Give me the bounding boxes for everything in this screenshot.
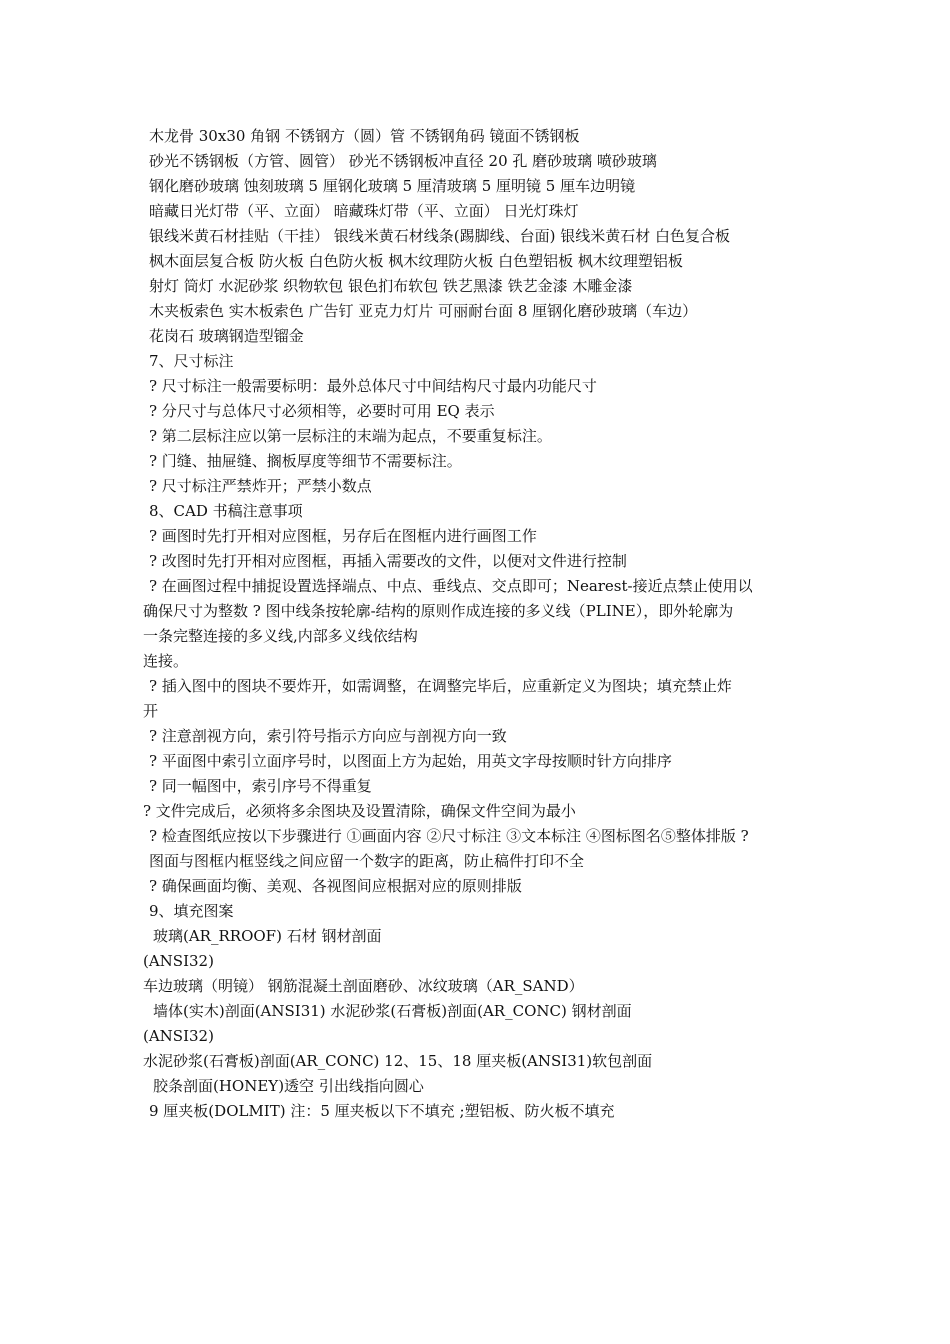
text-line: ? 检查图纸应按以下步骤进行 ①画面内容 ②尺寸标注 ③文本标注 ④图标图名⑤整体排版 ? — [149, 827, 749, 845]
text-line: ? 分尺寸与总体尺寸必须相等，必要时可用 EQ 表示 — [149, 402, 495, 420]
text-line: 确保尺寸为整数 ? 图中线条按轮廓-结构的原则作成连接的多义线（PLINE），即外轮廓为 — [143, 602, 734, 620]
text-line: 银线米黄石材挂贴（干挂） 银线米黄石材线条(踢脚线、台面) 银线米黄石材 白色复合板 — [149, 227, 731, 245]
text-line: ? 画图时先打开相对应图框，另存后在图框内进行画图工作 — [149, 527, 537, 545]
text-line: 胶条剖面(HONEY)透空 引出线指向圆心 — [153, 1077, 424, 1095]
text-line: ? 文件完成后，必须将多余图块及设置清除，确保文件空间为最小 — [143, 802, 576, 820]
text-line: 开 — [143, 702, 159, 720]
text-line: ? 第二层标注应以第一层标注的末端为起点，不要重复标注。 — [149, 427, 552, 445]
text-line: 钢化磨砂玻璃 蚀刻玻璃 5 厘钢化玻璃 5 厘清玻璃 5 厘明镜 5 厘车边明镜 — [149, 177, 636, 195]
text-line: 木龙骨 30x30 角钢 不锈钢方（圆）管 不锈钢角码 镜面不锈钢板 — [149, 127, 580, 145]
text-line: (ANSI32) — [143, 952, 214, 970]
text-line: ? 改图时先打开相对应图框，再插入需要改的文件，以便对文件进行控制 — [149, 552, 627, 570]
text-line: ? 平面图中索引立面序号时，以图面上方为起始，用英文字母按顺时针方向排序 — [149, 752, 672, 770]
text-line: ? 尺寸标注严禁炸开；严禁小数点 — [149, 477, 372, 495]
text-line: 玻璃(AR_RROOF) 石材 钢材剖面 — [153, 927, 382, 945]
text-line: ? 插入图中的图块不要炸开，如需调整，在调整完毕后，应重新定义为图块；填充禁止炸 — [149, 677, 732, 695]
text-line: ? 确保画面均衡、美观、各视图间应根据对应的原则排版 — [149, 877, 522, 895]
text-line: ? 门缝、抽屉缝、搁板厚度等细节不需要标注。 — [149, 452, 462, 470]
text-line: 8、CAD 书稿注意事项 — [149, 502, 303, 520]
text-line: (ANSI32) — [143, 1027, 214, 1045]
text-line: 射灯 筒灯 水泥砂浆 织物软包 银色扪布软包 铁艺黑漆 铁艺金漆 木雕金漆 — [149, 277, 633, 295]
text-line: 花岗石 玻璃钢造型镏金 — [149, 327, 304, 345]
text-line: 水泥砂浆(石膏板)剖面(AR_CONC) 12、15、18 厘夹板(ANSI31)软包剖面 — [143, 1052, 653, 1070]
text-line: 枫木面层复合板 防火板 白色防火板 枫木纹理防火板 白色塑铝板 枫木纹理塑铝板 — [149, 252, 683, 270]
text-line: ? 注意剖视方向，索引符号指示方向应与剖视方向一致 — [149, 727, 507, 745]
text-line: 一条完整连接的多义线,内部多义线依结构 — [143, 627, 418, 645]
text-line: 车边玻璃（明镜） 钢筋混凝土剖面磨砂、冰纹玻璃（AR_SAND） — [143, 977, 584, 995]
text-line: 9 厘夹板(DOLMIT) 注：5 厘夹板以下不填充 ;塑铝板、防火板不填充 — [149, 1102, 615, 1120]
text-line: 9、填充图案 — [149, 902, 234, 920]
text-line: 墙体(实木)剖面(ANSI31) 水泥砂浆(石膏板)剖面(AR_CONC) 钢材剖面 — [153, 1002, 632, 1020]
text-line: 砂光不锈钢板（方管、圆管） 砂光不锈钢板冲直径 20 孔 磨砂玻璃 喷砂玻璃 — [149, 152, 657, 170]
text-line: 图面与图框内框竖线之间应留一个数字的距离，防止稿件打印不全 — [149, 852, 585, 870]
text-line: 木夹板索色 实木板索色 广告钉 亚克力灯片 可丽耐台面 8 厘钢化磨砂玻璃（车边） — [149, 302, 698, 320]
text-line: 暗藏日光灯带（平、立面） 暗藏珠灯带（平、立面） 日光灯珠灯 — [149, 202, 579, 220]
text-line: ? 同一幅图中，索引序号不得重复 — [149, 777, 372, 795]
text-line: 7、尺寸标注 — [149, 352, 234, 370]
text-line: 连接。 — [143, 652, 189, 670]
text-line: ? 在画图过程中捕捉设置选择端点、中点、垂线点、交点即可；Nearest-接近点禁止使用以 — [149, 577, 753, 595]
text-line: ? 尺寸标注一般需要标明：最外总体尺寸中间结构尺寸最内功能尺寸 — [149, 377, 597, 395]
document-body — [143, 124, 823, 1124]
